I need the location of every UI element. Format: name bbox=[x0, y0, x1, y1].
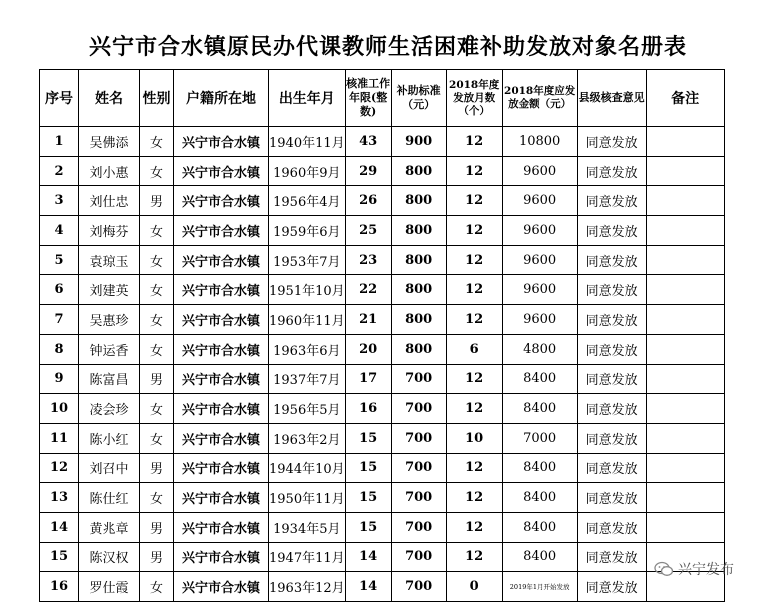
cell-years: 14 bbox=[345, 542, 391, 572]
cell-birth: 1960年9月 bbox=[269, 156, 346, 186]
cell-standard: 700 bbox=[391, 542, 446, 572]
cell-months: 12 bbox=[446, 542, 502, 572]
cell-amount: 7000 bbox=[502, 423, 577, 453]
cell-standard: 700 bbox=[391, 394, 446, 424]
cell-birth: 1950年11月 bbox=[269, 483, 346, 513]
cell-no: 13 bbox=[40, 483, 79, 513]
header-amount: 2018年度应发放金额（元） bbox=[502, 70, 577, 127]
cell-gender: 女 bbox=[140, 394, 174, 424]
table-row bbox=[40, 423, 725, 453]
table-row bbox=[40, 275, 725, 305]
cell-no: 11 bbox=[40, 423, 79, 453]
table-row bbox=[40, 542, 725, 572]
cell-birth: 1956年4月 bbox=[269, 186, 346, 216]
header-months: 2018年度发放月数（个） bbox=[446, 70, 502, 127]
cell-birth: 1956年5月 bbox=[269, 394, 346, 424]
cell-birth: 1959年6月 bbox=[269, 216, 346, 246]
cell-place: 兴宁市合水镇 bbox=[174, 305, 269, 335]
cell-standard: 800 bbox=[391, 216, 446, 246]
cell-amount: 8400 bbox=[502, 364, 577, 394]
cell-place: 兴宁市合水镇 bbox=[174, 186, 269, 216]
table-row bbox=[40, 127, 725, 157]
cell-remark bbox=[646, 423, 724, 453]
cell-name: 刘仕忠 bbox=[79, 186, 140, 216]
cell-remark bbox=[646, 186, 724, 216]
cell-name: 陈仕红 bbox=[79, 483, 140, 513]
cell-no: 1 bbox=[40, 127, 79, 157]
cell-birth: 1944年10月 bbox=[269, 453, 346, 483]
cell-no: 16 bbox=[40, 572, 79, 602]
cell-birth: 1940年11月 bbox=[269, 127, 346, 157]
cell-place: 兴宁市合水镇 bbox=[174, 127, 269, 157]
cell-name: 钟运香 bbox=[79, 334, 140, 364]
cell-gender: 女 bbox=[140, 305, 174, 335]
cell-amount: 2019年1月开始发放 bbox=[502, 572, 577, 602]
header-no: 序号 bbox=[40, 70, 79, 127]
cell-amount: 9600 bbox=[502, 156, 577, 186]
cell-gender: 男 bbox=[140, 542, 174, 572]
table-row bbox=[40, 156, 725, 186]
table-row bbox=[40, 483, 725, 513]
cell-standard: 900 bbox=[391, 127, 446, 157]
cell-birth: 1963年12月 bbox=[269, 572, 346, 602]
header-birth: 出生年月 bbox=[269, 70, 346, 127]
cell-months: 12 bbox=[446, 245, 502, 275]
cell-no: 8 bbox=[40, 334, 79, 364]
cell-gender: 男 bbox=[140, 186, 174, 216]
cell-months: 12 bbox=[446, 305, 502, 335]
cell-name: 吴佛添 bbox=[79, 127, 140, 157]
cell-months: 12 bbox=[446, 156, 502, 186]
cell-amount: 9600 bbox=[502, 275, 577, 305]
table-row bbox=[40, 216, 725, 246]
table-row bbox=[40, 186, 725, 216]
cell-name: 刘小惠 bbox=[79, 156, 140, 186]
cell-review: 同意发放 bbox=[577, 186, 646, 216]
cell-years: 25 bbox=[345, 216, 391, 246]
cell-review: 同意发放 bbox=[577, 305, 646, 335]
cell-gender: 女 bbox=[140, 483, 174, 513]
cell-name: 刘召中 bbox=[79, 453, 140, 483]
cell-years: 15 bbox=[345, 423, 391, 453]
cell-months: 6 bbox=[446, 334, 502, 364]
cell-name: 陈富昌 bbox=[79, 364, 140, 394]
cell-no: 2 bbox=[40, 156, 79, 186]
cell-review: 同意发放 bbox=[577, 275, 646, 305]
cell-remark bbox=[646, 156, 724, 186]
cell-years: 15 bbox=[345, 483, 391, 513]
cell-remark bbox=[646, 216, 724, 246]
cell-no: 7 bbox=[40, 305, 79, 335]
cell-place: 兴宁市合水镇 bbox=[174, 216, 269, 246]
cell-place: 兴宁市合水镇 bbox=[174, 275, 269, 305]
watermark-text: 兴宁发布 bbox=[678, 562, 734, 578]
cell-gender: 男 bbox=[140, 453, 174, 483]
cell-gender: 女 bbox=[140, 572, 174, 602]
header-place: 户籍所在地 bbox=[174, 70, 269, 127]
cell-years: 14 bbox=[345, 572, 391, 602]
cell-birth: 1953年7月 bbox=[269, 245, 346, 275]
cell-name: 凌会珍 bbox=[79, 394, 140, 424]
cell-no: 9 bbox=[40, 364, 79, 394]
cell-name: 黄兆章 bbox=[79, 512, 140, 542]
cell-name: 袁琼玉 bbox=[79, 245, 140, 275]
cell-no: 6 bbox=[40, 275, 79, 305]
table-row bbox=[40, 305, 725, 335]
cell-name: 刘梅芬 bbox=[79, 216, 140, 246]
cell-review: 同意发放 bbox=[577, 334, 646, 364]
cell-no: 12 bbox=[40, 453, 79, 483]
table-row bbox=[40, 245, 725, 275]
cell-amount: 8400 bbox=[502, 453, 577, 483]
cell-review: 同意发放 bbox=[577, 453, 646, 483]
cell-no: 3 bbox=[40, 186, 79, 216]
cell-review: 同意发放 bbox=[577, 394, 646, 424]
cell-birth: 1951年10月 bbox=[269, 275, 346, 305]
cell-remark bbox=[646, 512, 724, 542]
cell-years: 15 bbox=[345, 512, 391, 542]
cell-place: 兴宁市合水镇 bbox=[174, 483, 269, 513]
cell-remark bbox=[646, 245, 724, 275]
cell-place: 兴宁市合水镇 bbox=[174, 334, 269, 364]
cell-amount: 9600 bbox=[502, 245, 577, 275]
cell-review: 同意发放 bbox=[577, 483, 646, 513]
table-row bbox=[40, 364, 725, 394]
header-name: 姓名 bbox=[79, 70, 140, 127]
wechat-icon bbox=[654, 561, 674, 577]
cell-review: 同意发放 bbox=[577, 156, 646, 186]
cell-review: 同意发放 bbox=[577, 423, 646, 453]
header-row bbox=[40, 70, 725, 127]
cell-birth: 1934年5月 bbox=[269, 512, 346, 542]
cell-no: 4 bbox=[40, 216, 79, 246]
cell-standard: 700 bbox=[391, 453, 446, 483]
cell-years: 20 bbox=[345, 334, 391, 364]
cell-remark bbox=[646, 483, 724, 513]
header-gender: 性别 bbox=[140, 70, 174, 127]
cell-months: 0 bbox=[446, 572, 502, 602]
cell-months: 12 bbox=[446, 275, 502, 305]
table-row bbox=[40, 394, 725, 424]
cell-name: 陈汉权 bbox=[79, 542, 140, 572]
cell-place: 兴宁市合水镇 bbox=[174, 364, 269, 394]
cell-years: 17 bbox=[345, 364, 391, 394]
cell-standard: 700 bbox=[391, 423, 446, 453]
cell-review: 同意发放 bbox=[577, 542, 646, 572]
cell-standard: 700 bbox=[391, 572, 446, 602]
cell-gender: 女 bbox=[140, 275, 174, 305]
table-body bbox=[40, 127, 725, 602]
table-row bbox=[40, 453, 725, 483]
cell-gender: 女 bbox=[140, 127, 174, 157]
cell-name: 陈小红 bbox=[79, 423, 140, 453]
cell-remark bbox=[646, 127, 724, 157]
cell-birth: 1937年7月 bbox=[269, 364, 346, 394]
cell-standard: 800 bbox=[391, 186, 446, 216]
cell-months: 10 bbox=[446, 423, 502, 453]
cell-standard: 700 bbox=[391, 512, 446, 542]
cell-no: 14 bbox=[40, 512, 79, 542]
cell-place: 兴宁市合水镇 bbox=[174, 572, 269, 602]
cell-birth: 1963年2月 bbox=[269, 423, 346, 453]
cell-review: 同意发放 bbox=[577, 364, 646, 394]
cell-years: 15 bbox=[345, 453, 391, 483]
cell-amount: 10800 bbox=[502, 127, 577, 157]
roster-table bbox=[39, 69, 725, 602]
cell-place: 兴宁市合水镇 bbox=[174, 156, 269, 186]
cell-remark bbox=[646, 275, 724, 305]
cell-amount: 8400 bbox=[502, 542, 577, 572]
cell-years: 43 bbox=[345, 127, 391, 157]
cell-review: 同意发放 bbox=[577, 216, 646, 246]
cell-years: 16 bbox=[345, 394, 391, 424]
cell-months: 12 bbox=[446, 364, 502, 394]
cell-no: 5 bbox=[40, 245, 79, 275]
cell-gender: 女 bbox=[140, 423, 174, 453]
cell-months: 12 bbox=[446, 483, 502, 513]
cell-years: 22 bbox=[345, 275, 391, 305]
cell-standard: 800 bbox=[391, 275, 446, 305]
cell-gender: 女 bbox=[140, 334, 174, 364]
cell-place: 兴宁市合水镇 bbox=[174, 542, 269, 572]
watermark bbox=[654, 558, 734, 580]
cell-months: 12 bbox=[446, 394, 502, 424]
cell-birth: 1960年11月 bbox=[269, 305, 346, 335]
cell-remark bbox=[646, 305, 724, 335]
cell-birth: 1963年6月 bbox=[269, 334, 346, 364]
cell-gender: 女 bbox=[140, 156, 174, 186]
header-standard: 补助标准（元） bbox=[391, 70, 446, 127]
table-row bbox=[40, 572, 725, 602]
cell-gender: 男 bbox=[140, 512, 174, 542]
cell-amount: 8400 bbox=[502, 394, 577, 424]
cell-amount: 9600 bbox=[502, 186, 577, 216]
cell-amount: 9600 bbox=[502, 305, 577, 335]
cell-amount: 8400 bbox=[502, 512, 577, 542]
cell-amount: 9600 bbox=[502, 216, 577, 246]
cell-place: 兴宁市合水镇 bbox=[174, 453, 269, 483]
cell-standard: 700 bbox=[391, 483, 446, 513]
cell-no: 10 bbox=[40, 394, 79, 424]
cell-remark bbox=[646, 394, 724, 424]
cell-place: 兴宁市合水镇 bbox=[174, 512, 269, 542]
cell-standard: 800 bbox=[391, 305, 446, 335]
table-row bbox=[40, 334, 725, 364]
cell-standard: 800 bbox=[391, 156, 446, 186]
cell-amount: 8400 bbox=[502, 483, 577, 513]
cell-standard: 800 bbox=[391, 334, 446, 364]
cell-birth: 1947年11月 bbox=[269, 542, 346, 572]
cell-gender: 男 bbox=[140, 364, 174, 394]
cell-review: 同意发放 bbox=[577, 572, 646, 602]
cell-place: 兴宁市合水镇 bbox=[174, 423, 269, 453]
cell-years: 21 bbox=[345, 305, 391, 335]
cell-years: 23 bbox=[345, 245, 391, 275]
cell-gender: 女 bbox=[140, 216, 174, 246]
cell-no: 15 bbox=[40, 542, 79, 572]
cell-months: 12 bbox=[446, 512, 502, 542]
cell-standard: 800 bbox=[391, 245, 446, 275]
cell-name: 吴惠珍 bbox=[79, 305, 140, 335]
cell-name: 罗仕霞 bbox=[79, 572, 140, 602]
table-row bbox=[40, 512, 725, 542]
cell-name: 刘建英 bbox=[79, 275, 140, 305]
cell-review: 同意发放 bbox=[577, 127, 646, 157]
cell-remark bbox=[646, 453, 724, 483]
cell-months: 12 bbox=[446, 186, 502, 216]
header-years: 核准工作年限(整数) bbox=[345, 70, 391, 127]
header-remark: 备注 bbox=[646, 70, 724, 127]
cell-standard: 700 bbox=[391, 364, 446, 394]
cell-place: 兴宁市合水镇 bbox=[174, 394, 269, 424]
cell-months: 12 bbox=[446, 453, 502, 483]
cell-review: 同意发放 bbox=[577, 245, 646, 275]
cell-amount: 4800 bbox=[502, 334, 577, 364]
page-title: 兴宁市合水镇原民办代课教师生活困难补助发放对象名册表 bbox=[88, 34, 687, 60]
cell-months: 12 bbox=[446, 216, 502, 246]
cell-years: 26 bbox=[345, 186, 391, 216]
cell-remark bbox=[646, 334, 724, 364]
header-review: 县级核查意见 bbox=[577, 70, 646, 127]
cell-gender: 女 bbox=[140, 245, 174, 275]
cell-place: 兴宁市合水镇 bbox=[174, 245, 269, 275]
cell-review: 同意发放 bbox=[577, 512, 646, 542]
cell-remark bbox=[646, 364, 724, 394]
cell-years: 29 bbox=[345, 156, 391, 186]
cell-months: 12 bbox=[446, 127, 502, 157]
